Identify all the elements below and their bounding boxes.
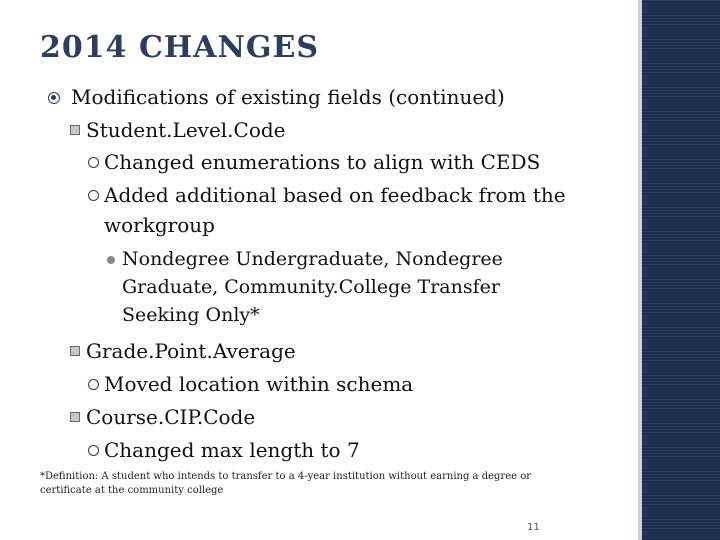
square-bullet-icon xyxy=(70,346,80,356)
dot-bullet-icon xyxy=(107,256,115,264)
bullet-moved-location: Moved location within schema xyxy=(104,372,414,396)
square-bullet-icon xyxy=(70,412,80,422)
slide-title: 2014 CHANGES xyxy=(40,30,320,65)
bullet-added-additional-cont: workgroup xyxy=(104,213,215,237)
footnote xyxy=(40,470,580,498)
bullet-nondegree-cont1: Graduate, Community.College Transfer xyxy=(122,276,500,298)
bullet-added-additional: Added additional based on feedback from the xyxy=(104,183,566,207)
bullet-course-cip-code: Course.CIP.Code xyxy=(86,405,256,429)
ring-bullet-icon xyxy=(88,445,99,456)
footnote-line: certificate at the community college xyxy=(40,485,224,496)
bullet-nondegree: Nondegree Undergraduate, Nondegree xyxy=(122,248,503,270)
bullet-changed-enumerations: Changed enumerations to align with CEDS xyxy=(104,150,541,174)
footnote-line: *Definition: A student who intends to transfer to a 4-year institution without earning a degree or xyxy=(40,471,532,482)
ring-bullet-icon xyxy=(88,190,99,201)
square-bullet-icon xyxy=(70,125,80,135)
bullet-modifications: Modifications of existing fields (continued) xyxy=(71,85,505,109)
circle-bullet-icon xyxy=(48,92,60,104)
bullet-nondegree-cont2: Seeking Only* xyxy=(122,304,260,326)
bullet-changed-max-length: Changed max length to 7 xyxy=(104,438,360,462)
ring-bullet-icon xyxy=(88,379,99,390)
sidebar-decoration xyxy=(642,0,720,540)
bullet-grade-point-average: Grade.Point.Average xyxy=(86,339,296,363)
ring-bullet-icon xyxy=(88,157,99,168)
bullet-student-level-code: Student.Level.Code xyxy=(86,118,286,142)
page-number: 11 xyxy=(527,522,540,533)
